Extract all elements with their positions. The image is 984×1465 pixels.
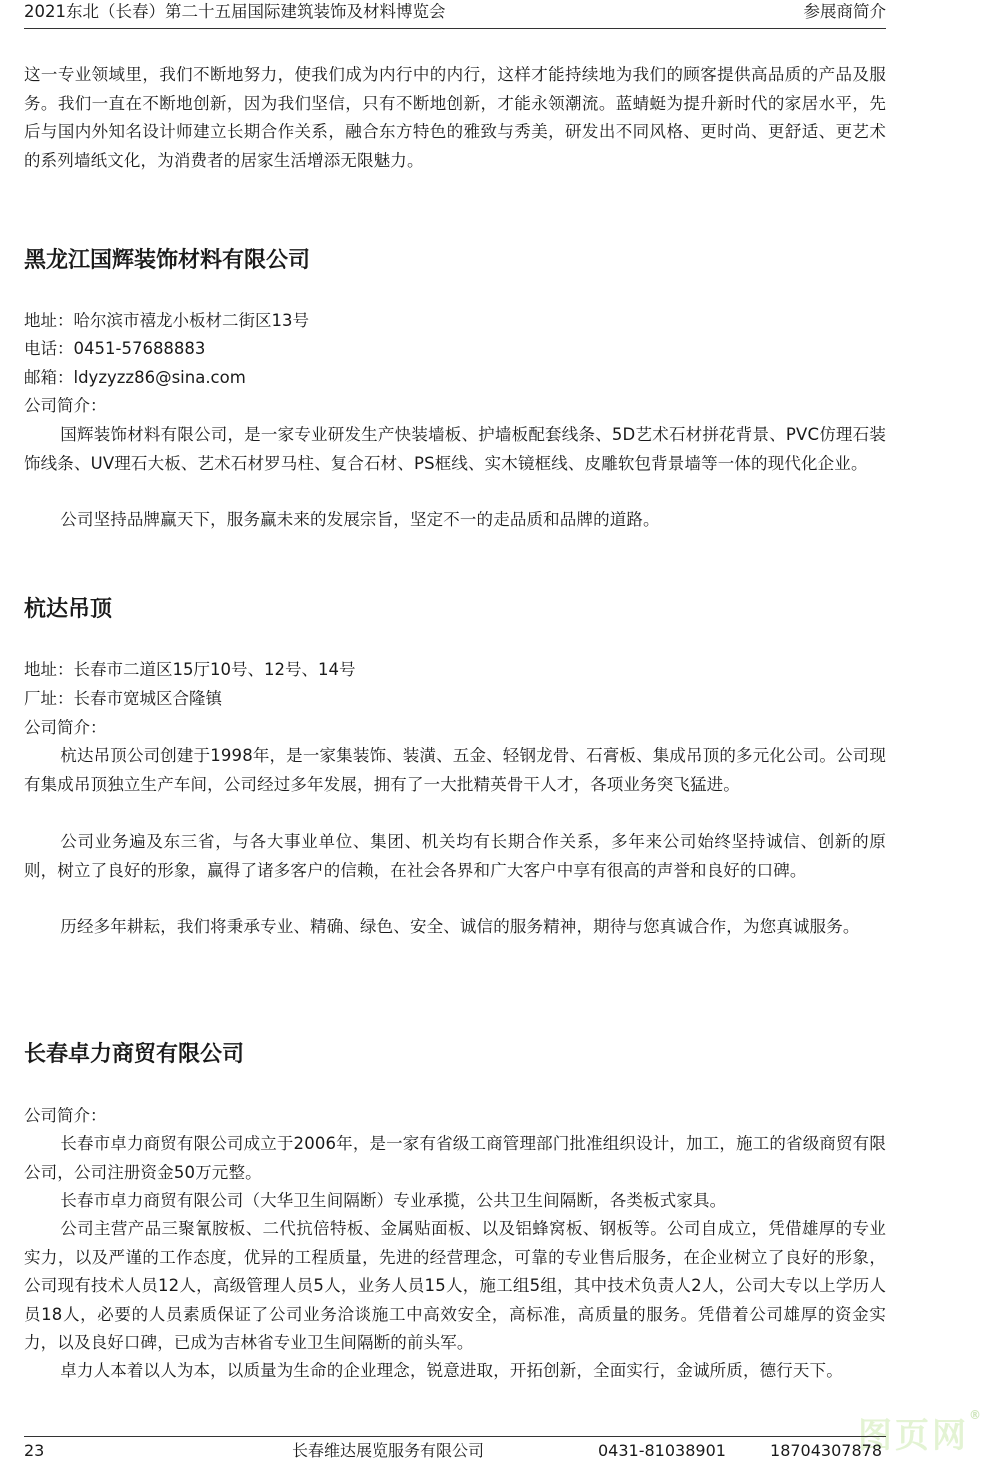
guohui-address: 地址：哈尔滨市禧龙小板材二街区13号 (24, 311, 309, 330)
page-footer (24, 1436, 886, 1463)
page-number: 23 (24, 1441, 45, 1460)
hangda-profile-para-1: 杭达吊顶公司创建于1998年，是一家集装饰、装潢、五金、轻钢龙骨、石膏板、集成吊顶的多元化公司。公司现有集成吊顶独立生产车间，公司经过多年发展，拥有了一大批精英骨干人才，各项业务突飞猛进。 (24, 746, 886, 794)
company-title-zhuoli: 长春卓力商贸有限公司 (24, 1042, 245, 1067)
company-title-hangda: 杭达吊顶 (24, 597, 113, 622)
page-header (24, 0, 886, 29)
header-section: 参展商简介 (803, 2, 886, 21)
zhuoli-profile-para-2: 长春市卓力商贸有限公司（大华卫生间隔断）专业承揽，公共卫生间隔断，各类板式家具。 (60, 1191, 727, 1210)
guohui-phone: 电话：0451-57688883 (24, 339, 206, 358)
hangda-profile-para-2: 公司业务遍及东三省，与各大事业单位、集团、机关均有长期合作关系，多年来公司始终坚持诚信、创新的原则，树立了良好的形象，赢得了诸多客户的信赖，在社会各界和广大客户中享有很高的声誉和良好的口碑。 (24, 832, 886, 880)
zhuoli-profile-para-3: 公司主营产品三聚氰胺板、二代抗倍特板、金属贴面板、以及铝蜂窝板、钢板等。公司自成立，凭借雄厚的专业实力，以及严谨的工作态度，优异的工程质量，先进的经营理念，可靠的专业售后服务，在企业树立了良好的形象，公司现有技术人员12人，高级管理人员5人，业务人员15人，施工组5组，其中技术负责人2人，公司大专以上学历人员18人，必要的人员素质保证了公司业务洽谈施工中高效安全，高标准，高质量的服务。凭借着公司雄厚的资金实力，以及良好口碑，已成为吉林省专业卫生间隔断的前头军。 (24, 1219, 886, 1353)
guohui-profile-para-2: 公司坚持品牌赢天下，服务赢未来的发展宗旨，坚定不一的走品质和品牌的道路。 (60, 510, 660, 529)
registered-mark: ® (969, 1408, 984, 1422)
watermark-text: 图页网 (858, 1416, 969, 1456)
zhuoli-profile-para-4: 卓力人本着以人为本，以质量为生命的企业理念，锐意进取，开拓创新，全面实行，金诚所质，德行天下。 (60, 1361, 843, 1380)
footer-phone-1: 0431-81038901 (598, 1441, 726, 1460)
company-title-guohui: 黑龙江国辉装饰材料有限公司 (24, 248, 311, 273)
intro-paragraph: 这一专业领域里，我们不断地努力，使我们成为内行中的内行，这样才能持续地为我们的顾客提供高品质的产品及服务。我们一直在不断地创新，因为我们坚信，只有不断地创新，才能永领潮流。蓝蜻蜓为提升新时代的家居水平，先后与国内外知名设计师建立长期合作关系，融合东方特色的雅致与秀美，研发出不同风格、更时尚、更舒适、更艺术的系列墙纸文化，为消费者的居家生活增添无限魅力。 (24, 65, 886, 170)
footer-phone-2: 18704307878 (770, 1441, 882, 1460)
hangda-profile-label: 公司简介： (24, 718, 107, 737)
guohui-email: 邮箱：ldyzyzz86@sina.com (24, 368, 246, 387)
zhuoli-profile-label: 公司简介： (24, 1106, 107, 1125)
header-title: 2021东北（长春）第二十五届国际建筑装饰及材料博览会 (24, 2, 446, 21)
guohui-profile-para-1: 国辉装饰材料有限公司，是一家专业研发生产快装墙板、护墙板配套线条、5D艺术石材拼花背景、PVC仿理石装饰线条、UV理石大板、艺术石材罗马柱、复合石材、PS框线、实木镜框线、皮雕软包背景墙等一体的现代化企业。 (24, 425, 886, 473)
guohui-profile-label: 公司简介： (24, 396, 107, 415)
hangda-factory: 厂址：长春市宽城区合隆镇 (24, 689, 222, 708)
zhuoli-profile-para-1: 长春市卓力商贸有限公司成立于2006年，是一家有省级工商管理部门批准组织设计，加工，施工的省级商贸有限公司，公司注册资金50万元整。 (24, 1134, 886, 1182)
hangda-profile-para-3: 历经多年耕耘，我们将秉承专业、精确、绿色、安全、诚信的服务精神，期待与您真诚合作，为您真诚服务。 (60, 917, 860, 936)
footer-organizer: 长春维达展览服务有限公司 (292, 1441, 485, 1460)
hangda-address: 地址：长春市二道区15厅10号、12号、14号 (24, 660, 356, 679)
